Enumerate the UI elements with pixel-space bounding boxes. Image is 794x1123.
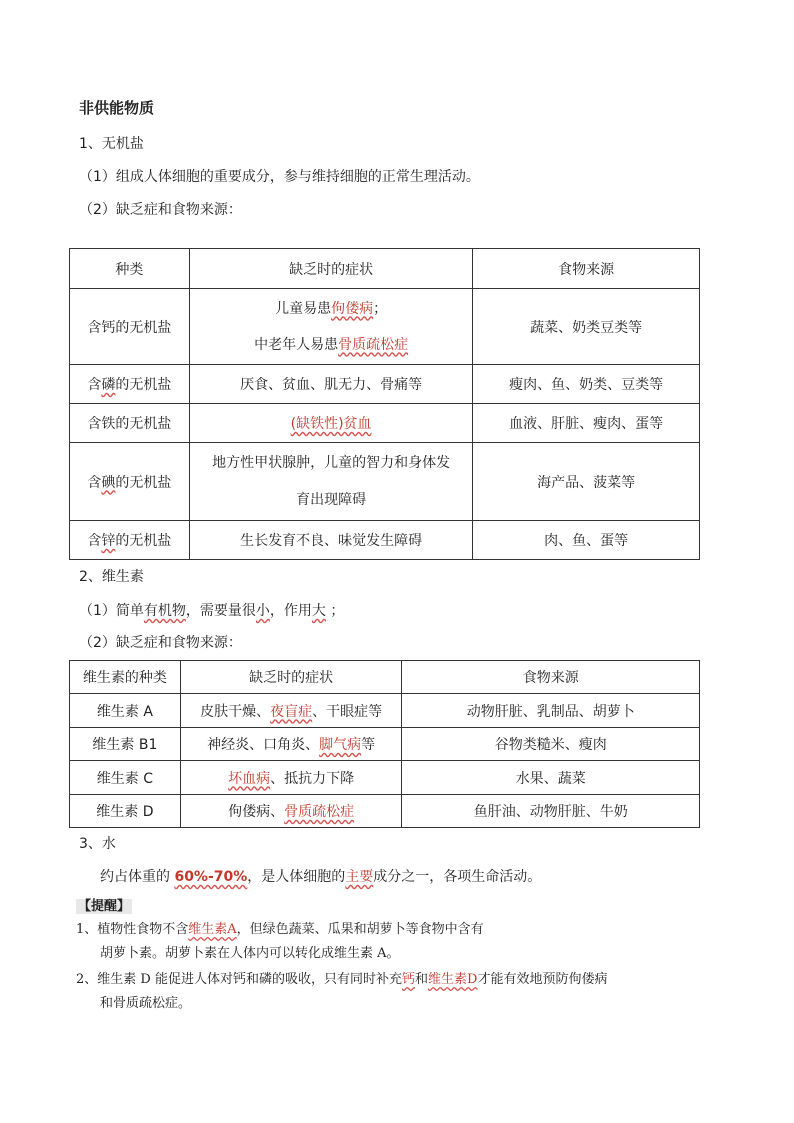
section1-point2: （2）缺乏症和食物来源：: [79, 202, 242, 218]
vitamin-source: 谷物类糙米、瘦肉: [402, 728, 700, 761]
section1-point1: （1）组成人体细胞的重要成分，参与维持细胞的正常生理活动。: [79, 169, 480, 185]
section3-text: 约占体重的 60%-70%，是人体细胞的主要成分之一，各项生命活动。: [100, 869, 542, 885]
section2-point2: （2）缺乏症和食物来源：: [79, 635, 242, 651]
mineral-type: 含磷的无机盐: [70, 365, 190, 404]
vitamin-symptoms: 神经炎、口角炎、脚气病等: [180, 728, 402, 761]
table-row: [70, 728, 700, 761]
table-row: [70, 521, 700, 560]
table-row: [70, 404, 700, 443]
tips-title: 【提醒】: [78, 899, 131, 914]
mineral-symptoms: 儿童易患佝偻病； 中老年人易患骨质疏松症: [189, 289, 473, 365]
section2-heading: 2、维生素: [79, 569, 144, 585]
header-source: 食物来源: [402, 661, 700, 694]
vitamin-table: [69, 660, 700, 828]
mineral-symptoms: (缺铁性)贫血: [189, 404, 473, 443]
vitamin-type: 维生素 D: [70, 795, 181, 828]
table-row: [70, 761, 700, 795]
mineral-source: 血液、肝脏、瘦肉、蛋等: [473, 404, 700, 443]
section1-heading: 1、无机盐: [79, 136, 144, 152]
table-row: [70, 443, 700, 521]
mineral-source: 肉、鱼、蛋等: [473, 521, 700, 560]
header-source: 食物来源: [473, 249, 700, 289]
table-row: [70, 365, 700, 404]
mineral-type: 含钙的无机盐: [70, 289, 190, 365]
table-header-row: [70, 661, 700, 694]
vitamin-type: 维生素 C: [70, 761, 181, 795]
vitamin-source: 鱼肝油、动物肝脏、牛奶: [402, 795, 700, 828]
mineral-source: 海产品、菠菜等: [473, 443, 700, 521]
vitamin-source: 动物肝脏、乳制品、胡萝卜: [402, 694, 700, 728]
tip-2: 2、维生素 D 能促进人体对钙和磷的吸收，只有同时补充钙和维生素D才能有效地预防佝偻病: [76, 972, 608, 987]
mineral-symptoms: 厌食、贫血、肌无力、骨痛等: [189, 365, 473, 404]
mineral-symptoms: 生长发育不良、味觉发生障碍: [189, 521, 473, 560]
header-type: 种类: [70, 249, 190, 289]
vitamin-source: 水果、蔬菜: [402, 761, 700, 795]
header-symptoms: 缺乏时的症状: [189, 249, 473, 289]
mineral-type: 含锌的无机盐: [70, 521, 190, 560]
section2-point1: （1）简单有机物，需要量很小，作用大 ；: [79, 603, 345, 619]
section3-heading: 3、水: [79, 836, 116, 852]
table-row: [70, 795, 700, 828]
tip-1-line2: 胡萝卜素。胡萝卜素在人体内可以转化成维生素 A。: [100, 946, 400, 961]
header-vitamin-type: 维生素的种类: [70, 661, 181, 694]
tip-2-line2: 和骨质疏松症。: [100, 996, 192, 1011]
header-symptoms: 缺乏时的症状: [180, 661, 402, 694]
mineral-symptoms: 地方性甲状腺肿，儿童的智力和身体发 育出现障碍: [189, 443, 473, 521]
table-row: [70, 289, 700, 365]
vitamin-type: 维生素 A: [70, 694, 181, 728]
page-title: 非供能物质: [79, 99, 155, 117]
table-row: [70, 694, 700, 728]
vitamin-symptoms: 坏血病、抵抗力下降: [180, 761, 402, 795]
mineral-table: [69, 248, 700, 560]
table-header-row: [70, 249, 700, 289]
mineral-source: 蔬菜、奶类豆类等: [473, 289, 700, 365]
vitamin-type: 维生素 B1: [70, 728, 181, 761]
mineral-source: 瘦肉、鱼、奶类、豆类等: [473, 365, 700, 404]
mineral-type: 含碘的无机盐: [70, 443, 190, 521]
tip-1: 1、植物性食物不含维生素A，但绿色蔬菜、瓜果和胡萝卜等食物中含有: [76, 922, 484, 937]
vitamin-symptoms: 佝偻病、骨质疏松症: [180, 795, 402, 828]
mineral-type: 含铁的无机盐: [70, 404, 190, 443]
vitamin-symptoms: 皮肤干燥、夜盲症、干眼症等: [180, 694, 402, 728]
